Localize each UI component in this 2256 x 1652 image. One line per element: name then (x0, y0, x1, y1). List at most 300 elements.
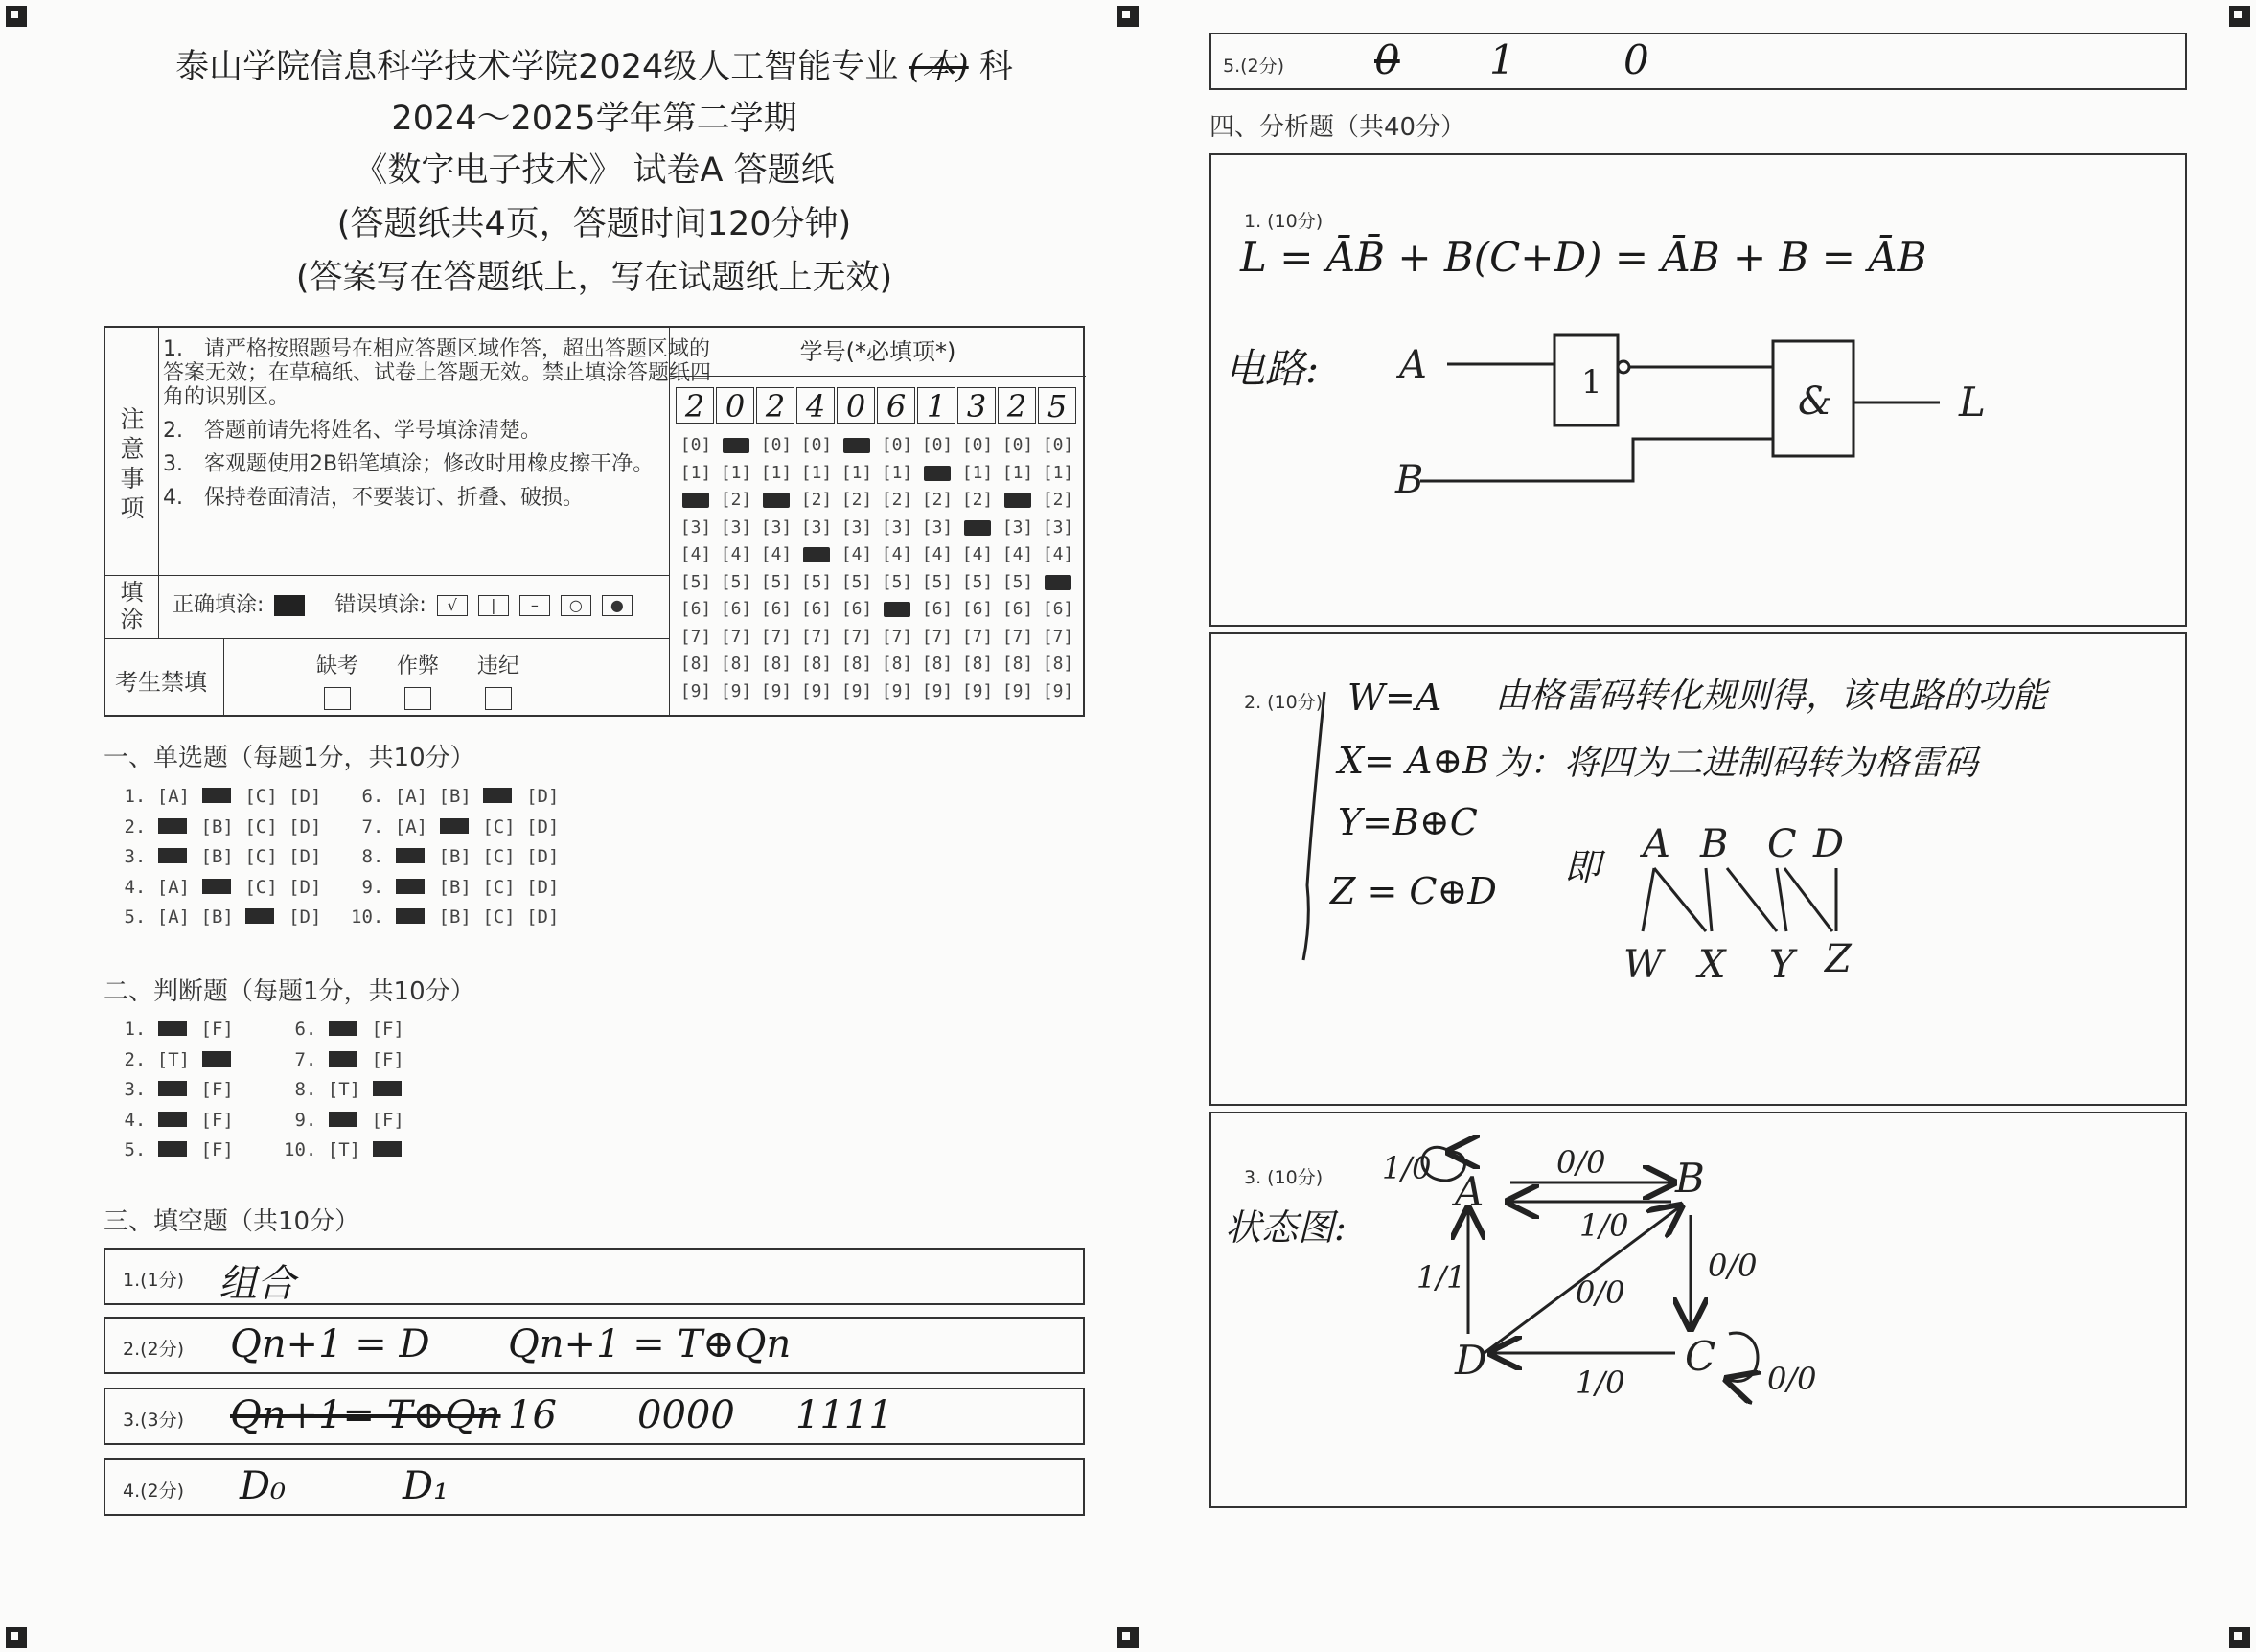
student-id-digit[interactable]: 0 (837, 387, 875, 424)
mc-option[interactable]: [B] (200, 815, 234, 837)
mc-row (113, 816, 321, 837)
tf-option[interactable] (201, 1049, 234, 1070)
mc-option[interactable] (244, 906, 277, 928)
q2-eq-y: Y=B⊕C (1338, 801, 1478, 843)
id-bubble[interactable]: [1] (800, 462, 833, 483)
id-bubble[interactable]: [8] (760, 654, 793, 674)
tf-option[interactable]: [F] (200, 1139, 234, 1160)
id-bubble[interactable]: [0] (1042, 435, 1074, 455)
id-bubble[interactable] (756, 490, 796, 510)
fill-answer-1[interactable] (104, 1248, 1085, 1305)
mc-row (113, 906, 321, 928)
bubble-row (676, 490, 1078, 510)
info-box (104, 326, 1085, 717)
corner-marker-top-mid (1117, 6, 1139, 27)
id-bubble[interactable]: [4] (881, 544, 913, 564)
q2-arrow (1654, 868, 1706, 931)
header-line1-text: 泰山学院信息科学技术学院2024级人工智能专业 (175, 48, 899, 86)
id-bubble[interactable]: [1] (1042, 462, 1074, 483)
id-bubble[interactable]: [9] (840, 680, 873, 701)
id-bubble[interactable] (837, 435, 877, 455)
mc-option[interactable]: [C] (244, 876, 278, 898)
id-bubble[interactable]: [7] (881, 626, 913, 647)
id-bubble[interactable]: [3] (679, 516, 712, 538)
fill-label: 1.(1分) (123, 1270, 185, 1291)
mc-option[interactable] (157, 846, 190, 867)
fill-text: Qn+1 = D (230, 1322, 430, 1366)
mc-number: 1. (113, 786, 157, 807)
mc-option[interactable] (395, 846, 427, 867)
fill-text: 0000 (637, 1393, 735, 1437)
fill-text-struck: Qn+1= T⊕Qn (230, 1393, 501, 1437)
id-bubble[interactable]: [8] (1001, 654, 1034, 674)
q1-input-a: A (1399, 343, 1427, 387)
tf-option[interactable]: [F] (371, 1109, 404, 1131)
fill-text: 组合 (219, 1262, 295, 1306)
q2-brace (1303, 692, 1324, 960)
q1-output-l: L (1959, 379, 1986, 425)
q2-eq-w: W=A (1347, 677, 1442, 719)
id-bubble[interactable]: [7] (679, 626, 712, 647)
id-bubble[interactable]: [5] (760, 571, 793, 592)
mc-row (351, 877, 559, 898)
q3-edge-label: 0/0 (1767, 1361, 1817, 1397)
id-bubble[interactable]: [3] (760, 516, 793, 538)
q3-edge-label: 0/0 (1708, 1248, 1758, 1284)
id-bubble[interactable] (676, 490, 716, 510)
id-bubble[interactable]: [8] (840, 654, 873, 674)
fill-side-label: 填涂 (120, 579, 144, 632)
tf-option[interactable]: [F] (200, 1019, 234, 1040)
id-bubble[interactable]: [3] (881, 516, 913, 538)
mc-option[interactable]: [C] (244, 846, 278, 867)
mc-number: 9. (351, 876, 395, 898)
checkbox[interactable] (485, 687, 512, 710)
header-line5: (答案写在答题纸上，写在试题纸上无效) (295, 259, 893, 297)
mc-option[interactable]: [D] (526, 906, 560, 928)
mc-row (351, 816, 559, 837)
id-bubble[interactable]: [7] (961, 626, 994, 647)
tf-option[interactable] (157, 1110, 190, 1131)
id-bubble[interactable]: [3] (921, 516, 954, 538)
bubble-row (676, 599, 1078, 619)
fill-side-cell (105, 575, 159, 638)
exam-option-absent[interactable]: 缺考 (316, 650, 358, 710)
q2-mapping-diagram (1211, 634, 2185, 1104)
id-bubble[interactable]: [9] (961, 680, 994, 701)
id-bubble[interactable]: [5] (1001, 571, 1034, 592)
tf-number: 5. (113, 1139, 157, 1160)
id-bubble[interactable]: [9] (881, 680, 913, 701)
id-bubble[interactable] (998, 490, 1038, 510)
id-bubble[interactable]: [6] (840, 599, 873, 619)
q1-and-gate-label: & (1798, 379, 1832, 424)
id-bubble[interactable]: [1] (1001, 462, 1034, 483)
id-bubble[interactable] (957, 517, 998, 538)
fill-answer-3[interactable] (104, 1388, 1085, 1445)
q2-input-a: A (1643, 822, 1670, 866)
id-bubble[interactable]: [1] (679, 462, 712, 483)
id-bubble[interactable]: [0] (921, 435, 954, 455)
id-bubble[interactable]: [9] (921, 680, 954, 701)
bubble-row (676, 435, 1078, 455)
mc-option[interactable]: [C] (244, 786, 278, 807)
mc-option[interactable]: [A] (156, 876, 191, 898)
id-bubble[interactable]: [5] (921, 571, 954, 592)
tf-number: 4. (113, 1109, 157, 1131)
header-line1-tail: 科 (978, 48, 1013, 86)
q1-formula: L = ĀB̄ + B(C+D) = ĀB + B = ĀB (1240, 234, 1927, 281)
mc-row (351, 846, 559, 867)
q2-input-b: B (1700, 822, 1729, 866)
id-bubble[interactable]: [8] (800, 654, 833, 674)
id-bubble[interactable]: [1] (961, 462, 994, 483)
tf-option[interactable] (157, 1019, 190, 1040)
id-bubble[interactable]: [6] (800, 599, 833, 619)
mc-row (113, 846, 321, 867)
tf-option[interactable]: [T] (156, 1048, 191, 1070)
tf-option[interactable]: [F] (371, 1019, 404, 1040)
mc-option[interactable]: [A] (394, 815, 428, 837)
id-bubble[interactable]: [0] (679, 435, 712, 455)
corner-marker-bottom-right (2229, 1627, 2250, 1648)
tf-row (113, 1110, 234, 1131)
mc-option[interactable]: [D] (526, 815, 560, 837)
tf-option[interactable] (328, 1019, 360, 1040)
notice-item-1: 1. 请严格按照题号在相应答题区域作答，超出答题区域的答案无效；在草稿纸、试卷上答题无效。禁止填涂答题纸四角的识别区。 (163, 337, 712, 409)
tf-option[interactable]: [F] (200, 1109, 234, 1131)
tf-option[interactable]: [T] (327, 1079, 361, 1100)
q3-edge-label: 1/0 (1576, 1365, 1625, 1401)
id-bubble[interactable]: [4] (840, 544, 873, 564)
mc-number: 3. (113, 846, 157, 867)
tf-option[interactable]: [T] (327, 1139, 361, 1160)
tf-row (284, 1139, 404, 1160)
wrong-mark-check: √ (437, 595, 468, 616)
id-bubble[interactable] (1038, 572, 1078, 592)
id-bubble[interactable]: [4] (679, 544, 712, 564)
tf-row (284, 1079, 404, 1100)
notice-side-label: 注意事项 (120, 405, 145, 522)
q3-edge-label: 0/0 (1556, 1144, 1606, 1181)
q1-circuit-label: 电路: (1225, 345, 1320, 392)
id-bubble[interactable]: [3] (1001, 516, 1034, 538)
tf-option[interactable] (157, 1079, 190, 1100)
id-bubble[interactable]: [5] (840, 571, 873, 592)
id-bubble[interactable]: [8] (679, 654, 712, 674)
mc-option[interactable]: [B] (200, 846, 234, 867)
id-bubble[interactable]: [3] (720, 516, 752, 538)
q1-input-b: B (1395, 458, 1424, 502)
student-id-digit[interactable]: 1 (917, 387, 955, 424)
fill-answer-4[interactable] (104, 1458, 1085, 1516)
id-bubble[interactable]: [7] (921, 626, 954, 647)
analysis-q1-box[interactable] (1209, 153, 2187, 627)
id-bubble[interactable]: [0] (800, 435, 833, 455)
id-bubble[interactable]: [6] (1001, 599, 1034, 619)
q1-not-gate-label: 1 (1581, 363, 1602, 402)
id-bubble[interactable]: [3] (1042, 516, 1074, 538)
id-bubble[interactable]: [9] (800, 680, 833, 701)
id-bubble[interactable]: [0] (760, 435, 793, 455)
notice-side-cell (105, 328, 159, 575)
fill-label: 5.(2分) (1223, 56, 1285, 77)
id-bubble[interactable]: [5] (961, 571, 994, 592)
q2-text-line2: 为：将四为二进制码转为格雷码 (1495, 744, 1979, 783)
fill-wrong-label: 错误填涂: (334, 593, 426, 617)
mc-option[interactable]: [B] (200, 906, 234, 928)
id-bubble[interactable]: [6] (720, 599, 752, 619)
id-bubble[interactable] (716, 435, 756, 455)
mc-option[interactable]: [D] (526, 846, 560, 867)
tf-number: 6. (284, 1019, 328, 1040)
mc-option[interactable]: [D] (526, 786, 560, 807)
mc-option[interactable]: [B] (438, 876, 472, 898)
id-bubble[interactable]: [8] (1042, 654, 1074, 674)
mc-option[interactable] (201, 786, 234, 807)
mc-option[interactable]: [B] (438, 846, 472, 867)
id-bubble[interactable]: [1] (760, 462, 793, 483)
id-bubble[interactable]: [2] (921, 490, 954, 510)
id-bubble[interactable]: [9] (1001, 680, 1034, 701)
exam-option-violation[interactable]: 违纪 (477, 650, 519, 710)
id-bubble[interactable]: [6] (921, 599, 954, 619)
id-bubble[interactable]: [5] (881, 571, 913, 592)
id-bubble[interactable]: [5] (800, 571, 833, 592)
mc-option[interactable]: [A] (156, 786, 191, 807)
analysis-q3-box[interactable] (1209, 1112, 2187, 1508)
id-bubble[interactable]: [8] (961, 654, 994, 674)
mc-option[interactable] (482, 786, 515, 807)
tf-row (284, 1110, 404, 1131)
q3-state-diagram (1211, 1113, 2185, 1506)
id-bubble[interactable]: [1] (720, 462, 752, 483)
checkbox[interactable] (404, 687, 431, 710)
id-bubble[interactable]: [9] (1042, 680, 1074, 701)
student-id-digit[interactable]: 3 (957, 387, 996, 424)
q1-circuit-diagram (1211, 155, 2185, 625)
tf-row (113, 1019, 234, 1040)
tf-option[interactable] (328, 1049, 360, 1070)
header-line2: 2024～2025学年第二学期 (391, 100, 797, 138)
tf-option[interactable] (372, 1139, 404, 1160)
fill-text: 1111 (795, 1393, 893, 1437)
id-bubble[interactable]: [0] (881, 435, 913, 455)
id-bubble[interactable]: [7] (720, 626, 752, 647)
mc-option[interactable]: [C] (244, 815, 278, 837)
id-bubble[interactable]: [2] (840, 490, 873, 510)
header-line1 (96, 40, 1093, 88)
q3-edge-label: 0/0 (1576, 1274, 1625, 1311)
id-bubble[interactable]: [9] (679, 680, 712, 701)
id-bubble[interactable] (796, 544, 837, 564)
id-bubble[interactable]: [4] (760, 544, 793, 564)
q2-input-c: C (1767, 822, 1797, 866)
mc-option[interactable]: [D] (288, 815, 322, 837)
q3-state-c: C (1685, 1333, 1716, 1380)
fill-label: 4.(2分) (123, 1480, 185, 1502)
fill-text: D₀ (240, 1464, 287, 1508)
divider (105, 575, 669, 576)
id-bubble[interactable]: [6] (1042, 599, 1074, 619)
id-bubble[interactable]: [3] (840, 516, 873, 538)
checkbox[interactable] (324, 687, 351, 710)
student-id-digit[interactable]: 2 (998, 387, 1036, 424)
bubble-row (676, 572, 1078, 592)
q2-arrow (1727, 868, 1777, 931)
mc-option[interactable] (201, 877, 234, 898)
mc-option[interactable]: [A] (394, 786, 428, 807)
wrong-mark-dot: ● (602, 595, 633, 616)
student-id-digit[interactable]: 6 (877, 387, 915, 424)
q2-output-y: Y (1769, 943, 1795, 987)
tf-option[interactable]: [F] (200, 1079, 234, 1100)
bubble-row (676, 627, 1078, 647)
id-bubble[interactable]: [4] (1001, 544, 1034, 564)
tf-number: 7. (284, 1048, 328, 1070)
id-bubble[interactable]: [7] (840, 626, 873, 647)
mc-option[interactable]: [D] (288, 906, 322, 928)
id-bubble[interactable]: [1] (840, 462, 873, 483)
id-bubble[interactable]: [5] (679, 571, 712, 592)
id-bubble[interactable]: [8] (921, 654, 954, 674)
id-bubble[interactable]: [6] (760, 599, 793, 619)
fill-example-row (173, 588, 633, 618)
exam-option-cheating[interactable]: 作弊 (397, 650, 439, 710)
mc-option[interactable]: [C] (482, 846, 516, 867)
student-id-digit[interactable]: 0 (716, 387, 754, 424)
id-bubble[interactable]: [2] (800, 490, 833, 510)
student-id-digit[interactable]: 2 (756, 387, 794, 424)
fill-correct-sample (274, 595, 305, 616)
corner-marker-top-right (2229, 6, 2250, 27)
q2-eq-z: Z = C⊕D (1330, 870, 1497, 912)
wrong-mark-circle: ○ (561, 595, 591, 616)
tf-row (113, 1139, 234, 1160)
id-bubble[interactable]: [9] (760, 680, 793, 701)
mc-number: 7. (351, 815, 395, 837)
id-bubble[interactable]: [1] (881, 462, 913, 483)
id-bubble[interactable]: [2] (961, 490, 994, 510)
tf-row (113, 1049, 234, 1070)
id-bubble[interactable]: [0] (961, 435, 994, 455)
id-bubble[interactable] (877, 599, 917, 619)
id-bubble[interactable]: [2] (1042, 490, 1074, 510)
q3-label: 3. (10分) (1244, 1167, 1324, 1188)
q2-output-x: X (1698, 943, 1726, 987)
student-id-digit[interactable]: 4 (796, 387, 835, 424)
id-bubble[interactable]: [0] (1001, 435, 1034, 455)
header-line1-handwritten: (本) (909, 48, 969, 86)
mc-number: 10. (351, 906, 395, 928)
section-title-analysis: 四、分析题（共40分） (1209, 113, 1466, 142)
tf-number: 3. (113, 1079, 157, 1100)
tf-number: 10. (284, 1139, 328, 1160)
fill-answer-5[interactable] (1209, 33, 2187, 90)
id-bubble[interactable]: [3] (800, 516, 833, 538)
student-id-digit[interactable]: 2 (676, 387, 714, 424)
notice-list (163, 337, 719, 519)
id-bubble[interactable]: [7] (760, 626, 793, 647)
id-bubble[interactable]: [4] (921, 544, 954, 564)
mc-option[interactable]: [D] (288, 876, 322, 898)
bubble-row (676, 517, 1078, 538)
mc-option[interactable] (157, 816, 190, 837)
mc-option[interactable]: [C] (482, 876, 516, 898)
tf-option[interactable] (328, 1110, 360, 1131)
q3-edge-label: 1/1 (1416, 1259, 1466, 1296)
tf-number: 2. (113, 1048, 157, 1070)
id-bubble[interactable]: [7] (1042, 626, 1074, 647)
mc-option[interactable]: [C] (482, 906, 516, 928)
fill-text-struck: 0 (1374, 36, 1400, 83)
student-id-digit[interactable]: 5 (1038, 387, 1076, 424)
fill-answer-2[interactable] (104, 1317, 1085, 1374)
id-bubble[interactable]: [2] (881, 490, 913, 510)
id-bubble[interactable]: [6] (961, 599, 994, 619)
fill-label: 3.(3分) (123, 1410, 185, 1431)
mc-number: 6. (351, 786, 395, 807)
mc-option[interactable]: [D] (526, 876, 560, 898)
id-bubble[interactable]: [7] (1001, 626, 1034, 647)
fill-text: 16 (508, 1393, 557, 1437)
section-title-tf: 二、判断题（每题1分，共10分） (104, 977, 475, 1006)
bubble-row (676, 463, 1078, 483)
mc-option[interactable]: [D] (288, 786, 322, 807)
mc-option[interactable] (439, 816, 472, 837)
id-bubble[interactable]: [9] (720, 680, 752, 701)
mc-option[interactable]: [B] (438, 906, 472, 928)
mc-option[interactable]: [C] (482, 815, 516, 837)
q3-state-d: D (1455, 1337, 1487, 1384)
q2-text-line1: 由格雷码转化规则得，该电路的功能 (1495, 677, 2048, 716)
header-line3: 《数字电子技术》 试卷A 答题纸 (354, 151, 835, 190)
tf-option[interactable] (372, 1079, 404, 1100)
q3-self-loop-c (1729, 1333, 1758, 1381)
tf-row (284, 1049, 404, 1070)
tf-number: 8. (284, 1079, 328, 1100)
bubble-row (676, 544, 1078, 564)
id-bubble[interactable]: [8] (881, 654, 913, 674)
q2-output-w: W (1623, 943, 1664, 987)
id-bubble[interactable]: [4] (720, 544, 752, 564)
id-bubble[interactable]: [4] (961, 544, 994, 564)
notice-item-4: 4. 保持卷面清洁，不要装订、折叠、破损。 (163, 486, 584, 510)
mc-option[interactable] (395, 877, 427, 898)
fill-label: 2.(2分) (123, 1339, 185, 1360)
id-bubble[interactable]: [5] (720, 571, 752, 592)
mc-option[interactable]: [D] (288, 846, 322, 867)
exam-options (316, 650, 519, 710)
header-line4: (答题纸共4页，答题时间120分钟) (336, 205, 852, 243)
mc-option[interactable] (395, 906, 427, 928)
tf-option[interactable]: [F] (371, 1048, 404, 1070)
tf-option[interactable] (157, 1139, 190, 1160)
id-bubble[interactable]: [4] (1042, 544, 1074, 564)
id-bubble[interactable] (917, 463, 957, 483)
mc-option[interactable]: [B] (438, 786, 472, 807)
id-bubble[interactable]: [7] (800, 626, 833, 647)
mc-option[interactable]: [A] (156, 906, 191, 928)
analysis-q2-box[interactable] (1209, 632, 2187, 1106)
id-bubble[interactable]: [8] (720, 654, 752, 674)
q2-input-d: D (1813, 822, 1845, 866)
q3-title: 状态图: (1225, 1206, 1347, 1249)
not-bubble (1618, 361, 1629, 373)
id-bubble[interactable]: [2] (720, 490, 752, 510)
id-bubble[interactable]: [6] (679, 599, 712, 619)
mc-number: 8. (351, 846, 395, 867)
